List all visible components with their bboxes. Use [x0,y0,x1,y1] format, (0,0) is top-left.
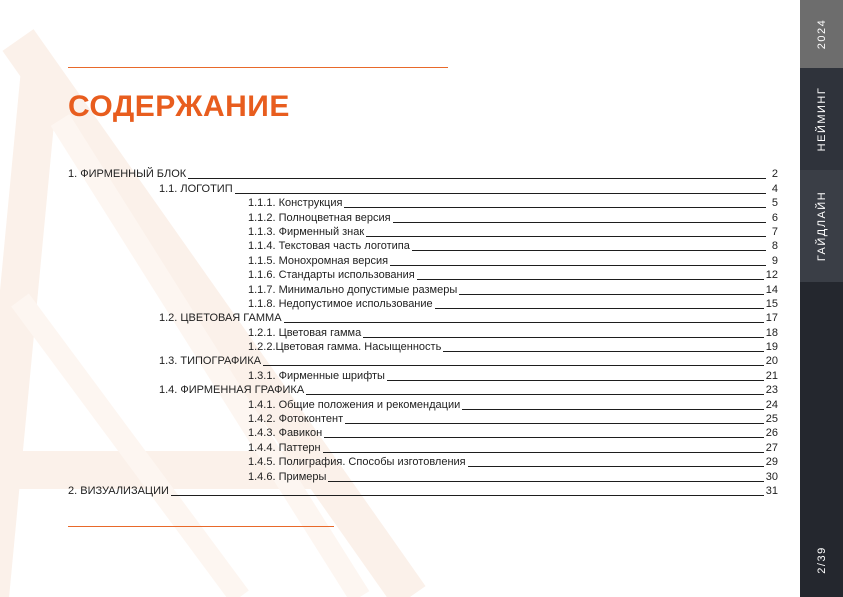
toc-entry[interactable] [68,397,778,411]
toc-leader-line [468,466,764,467]
toc-entry-label: 1.2.2.Цветовая гамма. Насыщенность [248,341,442,354]
toc-leader-line [435,308,764,309]
toc-entry-page-number: 29 [765,456,778,469]
toc-leader-line [235,193,766,194]
toc-entry-page-number: 26 [765,427,778,440]
toc-entry[interactable] [68,239,778,253]
toc-entry-label: 1.1.6. Стандарты использования [248,269,415,282]
toc-entry-page-number: 21 [765,369,778,382]
toc-entry[interactable] [68,469,778,483]
sidebar-year: 2024 [815,18,828,50]
toc-entry-page-number: 5 [771,197,778,210]
toc-entry[interactable] [68,282,778,296]
toc-entry-label: 1.2. ЦВЕТОВАЯ ГАММА [159,312,282,325]
toc-entry[interactable] [68,225,778,239]
toc-leader-line [344,207,766,208]
toc-entry-label: 1.1.2. Полноцветная версия [248,211,391,224]
toc-entry[interactable] [68,426,778,440]
toc-entry-page-number: 15 [765,297,778,310]
toc-entry[interactable] [68,210,778,224]
toc-entry-label: 1.1.8. Недопустимое использование [248,297,433,310]
toc-entry-page-number: 23 [765,384,778,397]
toc-entry-page-number: 24 [765,398,778,411]
toc-entry-label: 1.1.3. Фирменный знак [248,225,365,238]
toc-leader-line [263,365,764,366]
toc-entry-page-number: 9 [771,254,778,267]
toc-leader-line [345,423,764,424]
toc-entry-page-number: 31 [765,484,778,497]
toc-entry[interactable] [68,167,778,181]
toc-entry-label: 2. ВИЗУАЛИЗАЦИИ [68,484,169,497]
toc-entry-page-number: 30 [765,470,778,483]
toc-entry[interactable] [68,196,778,210]
table-of-contents [68,167,778,498]
toc-entry-page-number: 27 [765,441,778,454]
toc-entry-label: 1.4. ФИРМЕННАЯ ГРАФИКА [159,384,305,397]
toc-entry-label: 1.4.3. Фавикон [248,427,323,440]
toc-entry-page-number: 19 [765,341,778,354]
toc-entry[interactable] [68,455,778,469]
toc-entry-label: 1.4.1. Общие положения и рекомендации [248,398,461,411]
toc-entry[interactable] [68,181,778,195]
toc-entry-label: 1.4.2. Фотоконтент [248,413,344,426]
sidebar-page-number-block [800,530,843,590]
toc-entry-label: 1. ФИРМЕННЫЙ БЛОК [68,168,187,181]
sidebar-guideline-label: ГАЙДЛАЙН [815,190,828,262]
toc-entry-label: 1.3. ТИПОГРАФИКА [159,355,262,368]
toc-entry-page-number: 8 [771,240,778,253]
toc-leader-line [284,322,764,323]
toc-leader-line [443,351,763,352]
toc-entry-label: 1.1.7. Минимально допустимые размеры [248,283,458,296]
toc-leader-line [366,236,766,237]
toc-entry-label: 1.4.5. Полиграфия. Способы изготовления [248,456,466,469]
toc-leader-line [323,452,764,453]
toc-entry-page-number: 25 [765,413,778,426]
bottom-accent-rule [68,526,334,527]
toc-entry[interactable] [68,297,778,311]
toc-leader-line [412,250,766,251]
toc-leader-line [459,294,764,295]
toc-entry[interactable] [68,368,778,382]
toc-leader-line [393,222,766,223]
toc-entry-page-number: 4 [771,182,778,195]
toc-entry-page-number: 20 [765,355,778,368]
toc-entry[interactable] [68,340,778,354]
toc-leader-line [188,178,766,179]
toc-entry[interactable] [68,354,778,368]
toc-entry-page-number: 6 [771,211,778,224]
toc-entry-label: 1.3.1. Фирменные шрифты [248,369,385,382]
sidebar-section-guideline[interactable] [800,170,843,282]
toc-entry-label: 1.1.4. Текстовая часть логотипа [248,240,410,253]
toc-leader-line [390,265,766,266]
toc-entry-label: 1.2.1. Цветовая гамма [248,326,362,339]
toc-entry[interactable] [68,412,778,426]
toc-leader-line [417,279,764,280]
toc-entry[interactable] [68,325,778,339]
toc-entry-page-number: 17 [765,312,778,325]
sidebar-naming-label: НЕЙМИНГ [815,86,828,152]
toc-entry[interactable] [68,484,778,498]
toc-entry[interactable] [68,440,778,454]
toc-entry-page-number: 14 [765,283,778,296]
toc-entry-page-number: 2 [771,168,778,181]
toc-entry-label: 1.1.1. Конструкция [248,197,343,210]
toc-leader-line [324,437,764,438]
toc-entry-label: 1.1. ЛОГОТИП [159,182,233,195]
toc-entry-label: 1.4.4. Паттерн [248,441,321,454]
sidebar-year-block [800,0,843,68]
toc-leader-line [306,394,764,395]
top-accent-rule [68,67,448,68]
toc-leader-line [387,380,764,381]
toc-leader-line [462,409,764,410]
page-title: СОДЕРЖАНИЕ [68,90,290,123]
toc-leader-line [363,337,764,338]
toc-entry[interactable] [68,311,778,325]
toc-entry-page-number: 18 [765,326,778,339]
page-number: 2/39 [815,546,828,574]
right-sidebar [800,0,843,597]
toc-leader-line [171,495,764,496]
toc-entry[interactable] [68,268,778,282]
toc-entry-page-number: 7 [771,225,778,238]
toc-entry-label: 1.4.6. Примеры [248,470,327,483]
toc-leader-line [328,481,763,482]
toc-entry[interactable] [68,383,778,397]
sidebar-section-naming[interactable] [800,68,843,170]
toc-entry[interactable] [68,253,778,267]
toc-entry-label: 1.1.5. Монохромная версия [248,254,389,267]
toc-entry-page-number: 12 [765,269,778,282]
